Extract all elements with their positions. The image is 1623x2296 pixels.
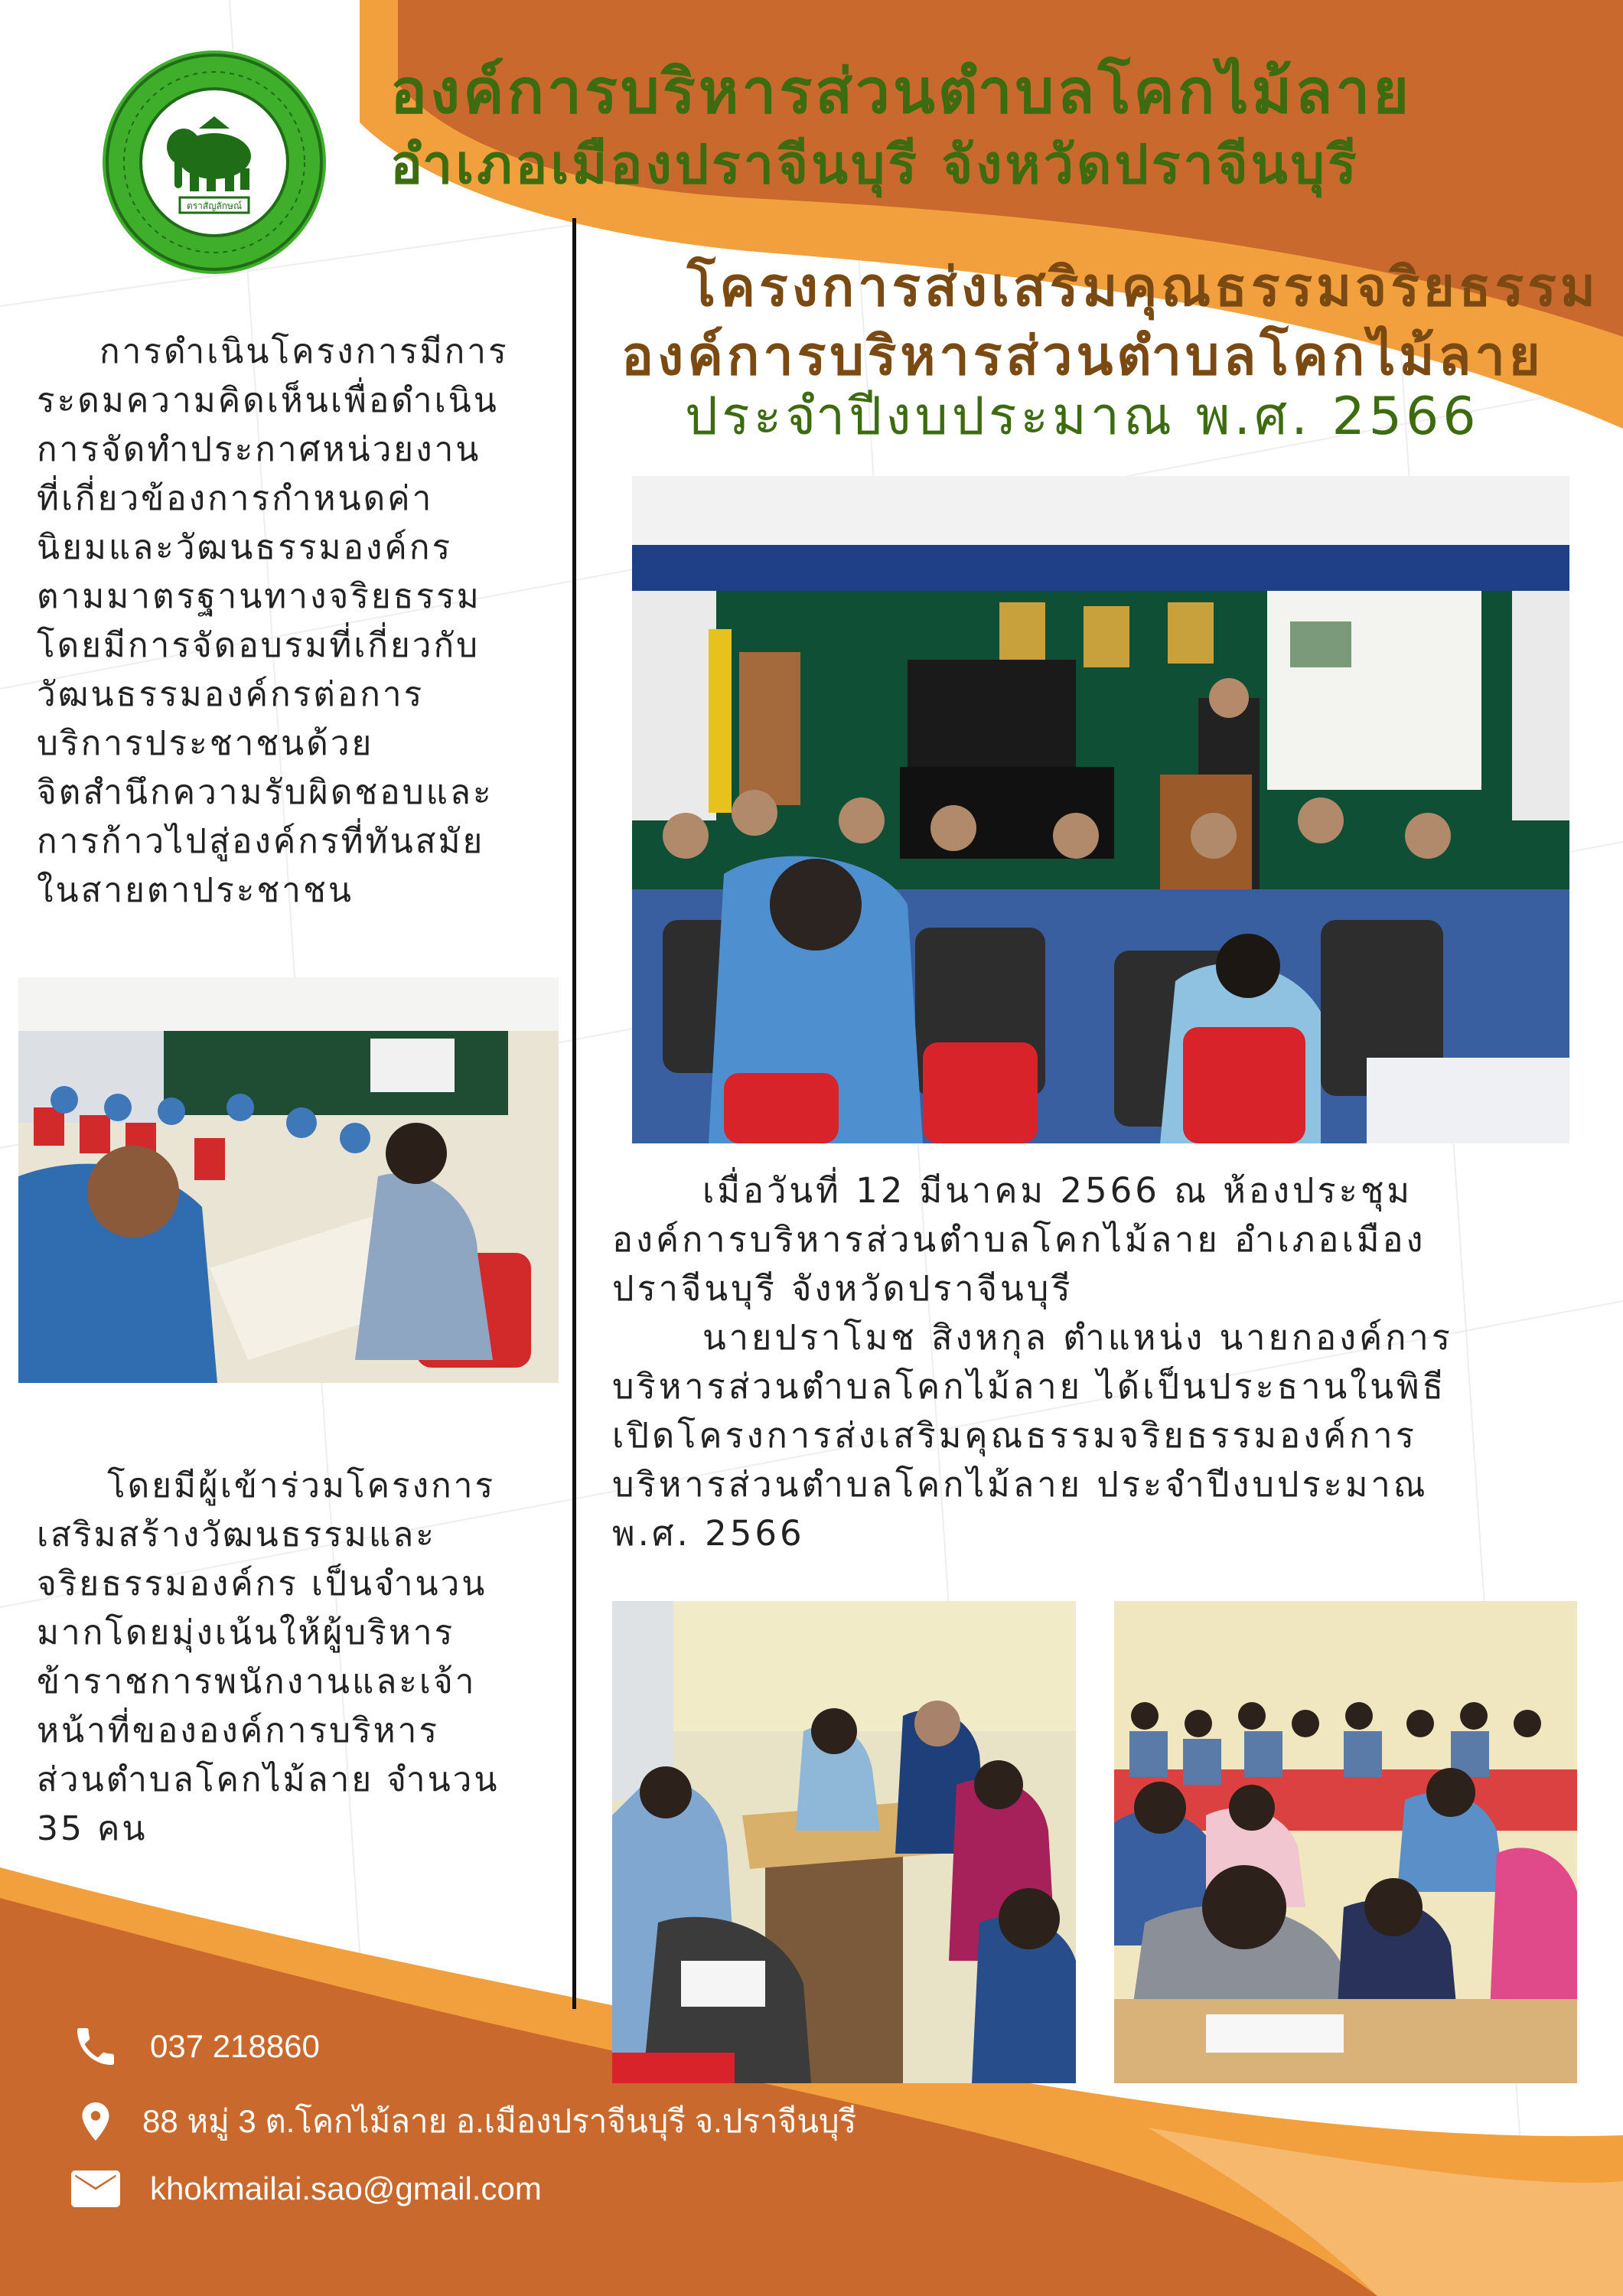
right-paragraph [612, 1166, 1576, 1558]
contact-email-text[interactable]: khokmailai.sao@gmail.com [150, 2170, 542, 2206]
right-p-line: พ.ศ. 2566 [612, 1513, 805, 1554]
right-p-line: บริหารส่วนตำบลโคกไม้ลาย ประจำปีงบประมาณ [612, 1464, 1429, 1505]
phone-icon [69, 2020, 122, 2073]
right-p-line: ปราจีนบุรี จังหวัดปราจีนบุรี [612, 1268, 1074, 1309]
left-p1-line: การดำเนินโครงการมีการ [99, 332, 509, 371]
location-pin-icon [69, 2095, 122, 2148]
project-title-line2: องค์การบริหารส่วนตำบลโคกไม้ลาย [621, 325, 1544, 387]
envelope-icon [69, 2162, 122, 2216]
left-p2-line: ส่วนตำบลโคกไม้ลาย จำนวน [37, 1760, 500, 1799]
left-p1-line: การจัดทำประกาศหน่วยงาน [37, 430, 481, 469]
left-p1-line: จิตสำนึกความรับผิดชอบและ [37, 773, 494, 812]
left-p1-line: การก้าวไปสู่องค์กรที่ทันสมัย [37, 822, 485, 861]
contact-address [69, 2091, 856, 2152]
svg-text:ตราสัญลักษณ์: ตราสัญลักษณ์ [186, 201, 243, 211]
left-paragraph-2 [37, 1462, 542, 1854]
header-org-name: องค์การบริหารส่วนตำบลโคกไม้ลาย [390, 56, 1413, 127]
contact-email [69, 2158, 542, 2219]
left-p2-line: มากโดยมุ่งเน้นให้ผู้บริหาร [37, 1613, 455, 1652]
left-p1-line: วัฒนธรรมองค์กรต่อการ [37, 675, 425, 714]
left-p1-line: ตามมาตรฐานทางจริยธรรม [37, 577, 481, 616]
contact-phone-text: 037 218860 [150, 2028, 320, 2064]
left-p1-line: บริการประชาชนด้วย [37, 724, 374, 763]
meeting-photo-bottom-left [612, 1601, 1076, 2083]
org-logo [99, 47, 329, 277]
left-p2-line: โดยมีผู้เข้าร่วมโครงการ [107, 1466, 496, 1505]
left-paragraph-1 [37, 328, 542, 915]
left-p1-line: ที่เกี่ยวข้องการกำหนดค่า [37, 479, 434, 518]
meeting-photo-left [18, 977, 559, 1383]
contact-address-text: 88 หมู่ 3 ต.โคกไม้ลาย อ.เมืองปราจีนบุรี จ.ปราจีนบุรี [142, 2103, 857, 2139]
right-p-line: เมื่อวันที่ 12 มีนาคม 2566 ณ ห้องประชุม [702, 1170, 1413, 1211]
header-district-line: อำเภอเมืองปราจีนบุรี จังหวัดปราจีนบุรี [390, 133, 1360, 196]
left-p2-line: เสริมสร้างวัฒนธรรมและ [37, 1515, 436, 1554]
contact-phone [69, 2016, 320, 2077]
left-p1-line: ในสายตาประชาชน [37, 871, 354, 910]
meeting-photo-main [632, 476, 1569, 1143]
project-title-line3: ประจำปีงบประมาณ พ.ศ. 2566 [685, 386, 1480, 447]
right-p-line: องค์การบริหารส่วนตำบลโคกไม้ลาย อำเภอเมือง [612, 1219, 1426, 1260]
right-p-line: บริหารส่วนตำบลโคกไม้ลาย ได้เป็นประธานในพิธี [612, 1366, 1447, 1407]
project-title-line1: โครงการส่งเสริมคุณธรรมจริยธรรม [686, 256, 1599, 318]
right-p-line: นายปราโมช สิงหกุล ตำแหน่ง นายกองค์การ [702, 1317, 1453, 1358]
left-p1-line: โดยมีการจัดอบรมที่เกี่ยวกับ [37, 626, 481, 665]
meeting-photo-bottom-right [1114, 1601, 1577, 2083]
right-p-line: เปิดโครงการส่งเสริมคุณธรรมจริยธรรมองค์การ [612, 1415, 1417, 1456]
left-p2-line: จริยธรรมองค์กร เป็นจำนวน [37, 1564, 487, 1603]
left-p2-line: ข้าราชการพนักงานและเจ้า [37, 1662, 477, 1701]
left-p1-line: ระดมความคิดเห็นเพื่อดำเนิน [37, 381, 499, 420]
column-divider [572, 218, 576, 2009]
left-p2-line: 35 คน [37, 1809, 148, 1848]
left-p2-line: หน้าที่ขององค์การบริหาร [37, 1711, 440, 1750]
left-p1-line: นิยมและวัฒนธรรมองค์กร [37, 528, 453, 567]
